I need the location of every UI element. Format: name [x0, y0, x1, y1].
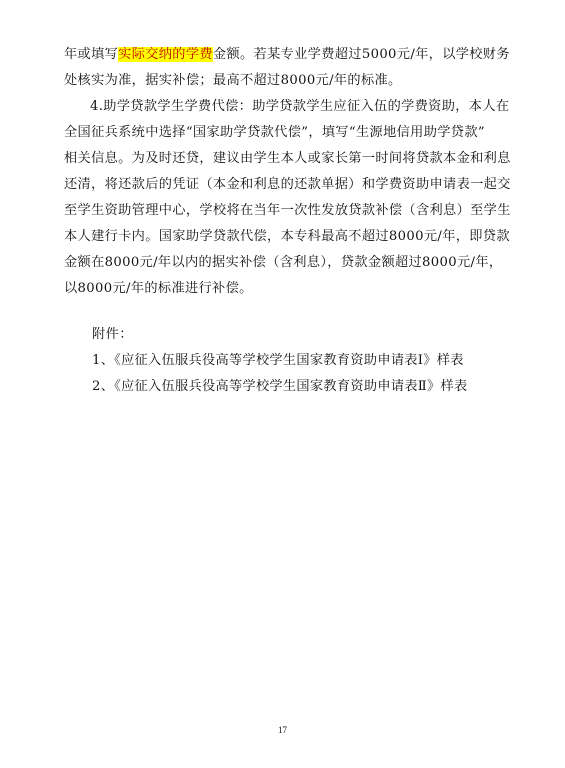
body-line-9: 金额在8000元/年以内的据实补偿（含利息），贷款金额超过8000元/年， [64, 255, 503, 270]
body-line-8: 本人建行卡内。国家助学贷款代偿，本专科最高不超过8000元/年，即贷款 [64, 229, 510, 244]
page-number: 17 [278, 725, 287, 735]
attachment-item-2: 2、《应征入伍服兵役高等学校学生国家教育资助申请表Ⅱ》样表 [92, 379, 468, 394]
body-line-1-before: 年或填写 [64, 47, 119, 62]
body-line-5: 相关信息。为及时还贷，建议由学生本人或家长第一时间将贷款本金和利息 [64, 151, 511, 166]
highlighted-text: 实际交纳的学费 [118, 47, 213, 62]
attachment-item-1: 1、《应征入伍服兵役高等学校学生国家教育资助申请表Ⅰ》样表 [92, 353, 464, 368]
body-line-1-after: 金额。若某专业学费超过5000元/年，以学校财务 [212, 47, 510, 62]
body-line-7: 至学生资助管理中心，学校将在当年一次性发放贷款补偿（含利息）至学生 [64, 203, 511, 218]
body-line-10: 以8000元/年的标准进行补偿。 [64, 281, 253, 296]
body-line-6: 还清，将还款后的凭证（本金和利息的还款单据）和学费资助申请表一起交 [64, 177, 511, 192]
attachments-title: 附件： [92, 327, 134, 342]
body-line-1 [64, 46, 510, 64]
section-heading-line: 4.助学贷款学生学费代偿：助学贷款学生应征入伍的学费资助，本人在 [90, 99, 510, 114]
body-line-2: 处核实为准，据实补偿；最高不超过8000元/年的标准。 [64, 73, 402, 88]
body-line-4: 全国征兵系统中选择“国家助学贷款代偿”，填写“生源地信用助学贷款” [64, 125, 485, 140]
